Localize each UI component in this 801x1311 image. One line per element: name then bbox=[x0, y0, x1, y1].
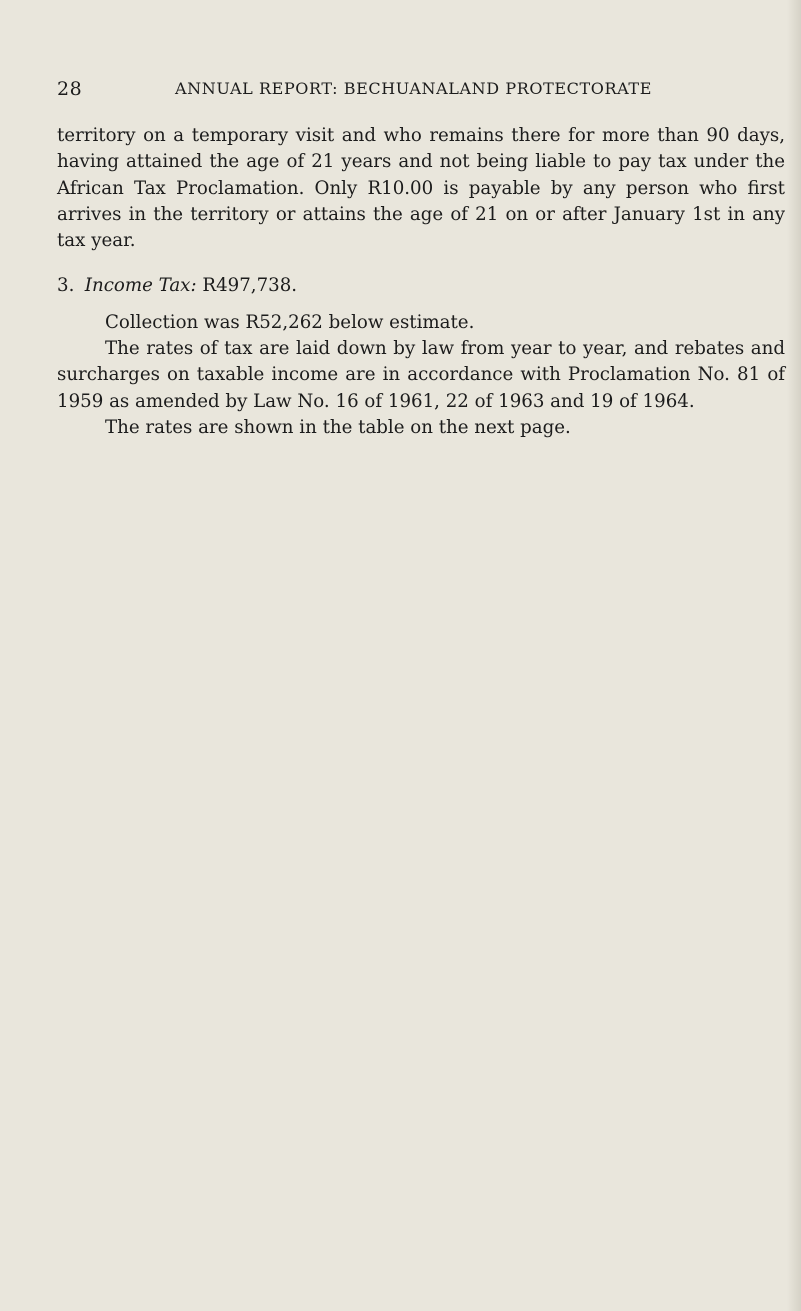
page-edge-shadow bbox=[787, 0, 801, 1311]
paragraph-continued: territory on a temporary visit and who remains there for more than 90 days, having attained the age of 21 years and not being liable to pay tax under the African Tax Proclamation. Only R10.00 is payable by any person who first arrives in the territory or attains the age of 21 on or after January 1st in any tax year. bbox=[57, 125, 785, 252]
running-title: ANNUAL REPORT: BECHUANALAND PROTECTORATE bbox=[175, 79, 652, 98]
page-number: 28 bbox=[57, 78, 83, 100]
section-amount: R497,738. bbox=[202, 275, 298, 297]
page-header bbox=[57, 78, 757, 104]
section-title: Income Tax: bbox=[84, 275, 197, 297]
section-heading-income-tax bbox=[57, 273, 785, 299]
paragraph-rates-law: The rates of tax are laid down by law from year to year, and rebates and surcharges on taxable income are in accordance with Proclamation No. 81 of 1959 as amended by Law No. 16 of 1961, 22 of 1963 and 19 of 1964. bbox=[57, 338, 785, 412]
section-number: 3. bbox=[57, 275, 75, 297]
paragraph-rates-table-reference: The rates are shown in the table on the next page. bbox=[105, 416, 571, 438]
paragraph-collection: Collection was R52,262 below estimate. bbox=[105, 311, 475, 333]
body-text bbox=[57, 123, 785, 441]
